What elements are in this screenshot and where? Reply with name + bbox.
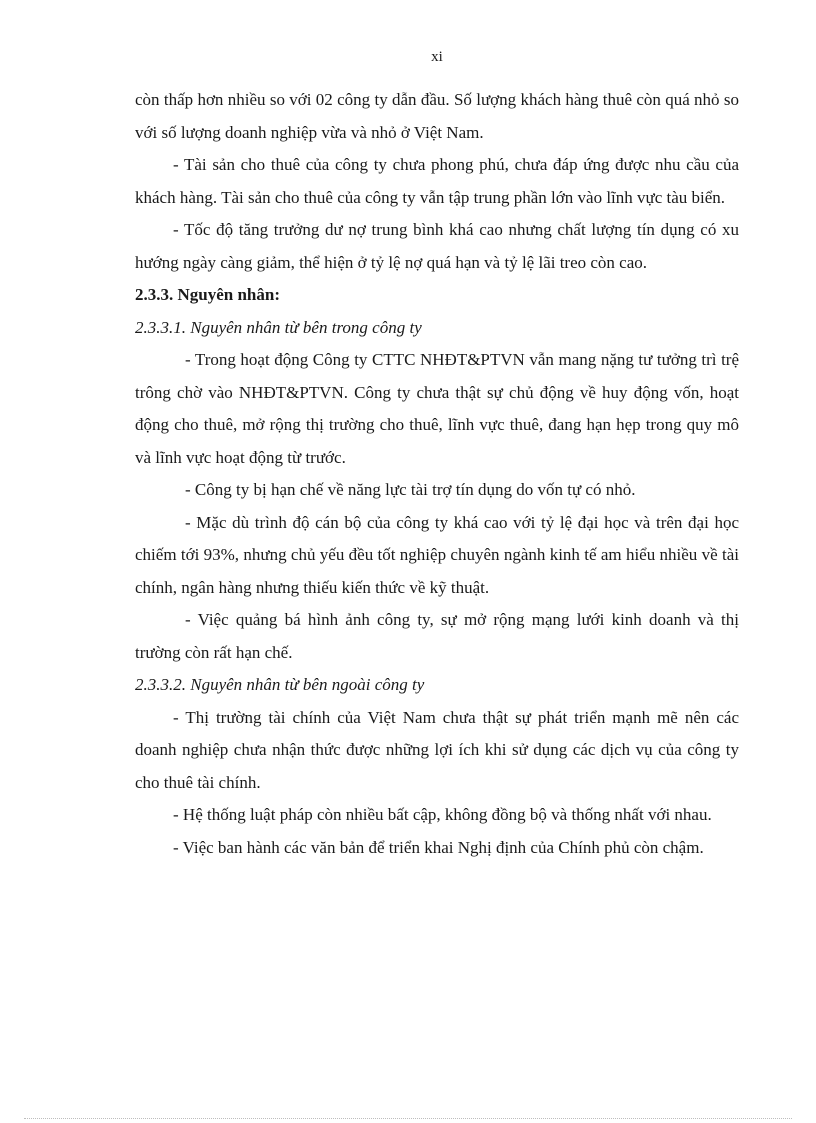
section-heading: 2.3.3. Nguyên nhân: — [135, 285, 281, 304]
paragraph-credit-growth: - Tốc độ tăng trưởng dư nợ trung bình khá cao nhưng chất lượng tín dụng có xu hướng ngày càng giảm, thể hiện ở tỷ lệ nợ quá hạn và tỷ lệ lãi treo còn cao. — [135, 220, 739, 272]
internal-cause-item: - Trong hoạt động Công ty CTTC NHĐT&PTVN vẫn mang nặng tư tưởng trì trệ trông chờ vào NHĐT&PTVN. Công ty chưa thật sự chủ động về huy động vốn, hoạt động cho thuê, mở rộng thị trường cho thuê, lĩnh vực thuê, đang hạn hẹp trong quy mô và lĩnh vực hoạt động từ trước. — [135, 350, 739, 467]
external-causes-heading: 2.3.3.2. Nguyên nhân từ bên ngoài công ty — [135, 675, 425, 694]
external-cause-item: - Hệ thống luật pháp còn nhiều bất cập, không đồng bộ và thống nhất với nhau. — [173, 805, 712, 824]
paragraph-continuation: còn thấp hơn nhiều so với 02 công ty dẫn đầu. Số lượng khách hàng thuê còn quá nhỏ so với số lượng doanh nghiệp vừa và nhỏ ở Việt Nam. — [135, 90, 739, 142]
paragraph-leased-assets: - Tài sản cho thuê của công ty chưa phong phú, chưa đáp ứng được nhu cầu của khách hàng. Tài sản cho thuê của công ty vẫn tập trung phần lớn vào lĩnh vực tàu biển. — [135, 155, 739, 207]
document-body — [135, 84, 739, 864]
external-cause-item: - Việc ban hành các văn bản để triển khai Nghị định của Chính phủ còn chậm. — [173, 837, 704, 857]
page-number: xi — [431, 49, 443, 65]
internal-cause-item: - Việc quảng bá hình ảnh công ty, sự mở rộng mạng lưới kinh doanh và thị trường còn rất hạn chế. — [135, 610, 739, 662]
page-bottom-rule — [24, 1118, 792, 1119]
internal-causes-heading: 2.3.3.1. Nguyên nhân từ bên trong công ty — [135, 317, 422, 337]
internal-cause-item: - Mặc dù trình độ cán bộ của công ty khá cao với tỷ lệ đại học và trên đại học chiếm tới 93%, nhưng chủ yếu đều tốt nghiệp chuyên ngành kinh tế am hiểu nhiều về tài chính, ngân hàng nhưng thiếu kiến thức về kỹ thuật. — [135, 512, 739, 597]
external-cause-item: - Thị trường tài chính của Việt Nam chưa thật sự phát triển mạnh mẽ nên các doanh nghiệp chưa nhận thức được những lợi ích khi sử dụng các dịch vụ của công ty cho thuê tài chính. — [135, 707, 739, 792]
internal-cause-item: - Công ty bị hạn chế về năng lực tài trợ tín dụng do vốn tự có nhỏ. — [185, 480, 636, 499]
